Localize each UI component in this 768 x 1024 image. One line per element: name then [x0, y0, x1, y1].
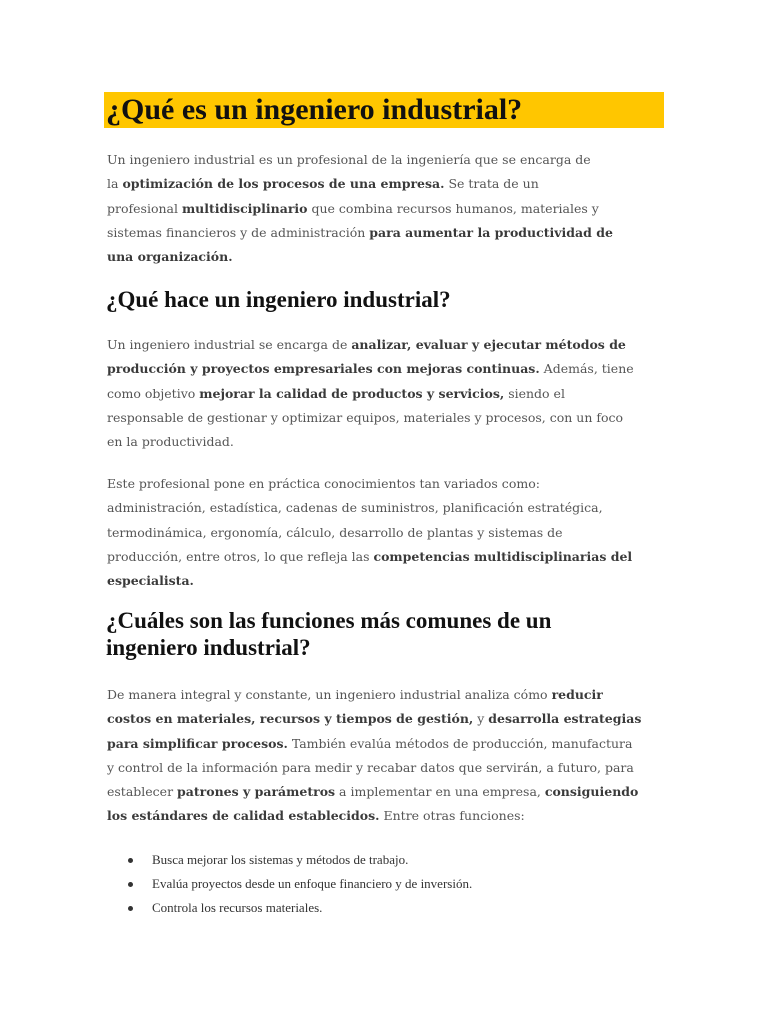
text-line: termodinámica, ergonomía, cálculo, desarrollo de plantas y sistemas de — [107, 524, 563, 540]
section-heading-functions: ¿Cuáles son las funciones más comunes de un ingeniero industrial? — [106, 608, 552, 660]
text-line: De manera integral y constante, un ingeniero industrial analiza cómo reducir — [107, 687, 603, 702]
text-line: como objetivo mejorar la calidad de productos y servicios, siendo el — [107, 385, 565, 401]
text-line: costos en materiales, recursos y tiempos de gestión, y desarrolla estrategias — [107, 711, 642, 727]
bullet-icon — [128, 906, 133, 911]
text-line: Un ingeniero industrial se encarga de analizar, evaluar y ejecutar métodos de — [107, 337, 626, 352]
text-line: Este profesional pone en práctica conocimientos tan variados como: — [107, 476, 540, 491]
knowledge-paragraph — [107, 472, 632, 593]
text-line: Un ingeniero industrial es un profesional de la ingeniería que se encarga de — [107, 152, 591, 167]
list-item: Evalúa proyectos desde un enfoque financiero y de inversión. — [126, 872, 472, 896]
list-item: Busca mejorar los sistemas y métodos de trabajo. — [126, 848, 472, 872]
text-line: administración, estadística, cadenas de suministros, planificación estratégica, — [107, 500, 603, 516]
text-line: producción, entre otros, lo que refleja las competencias multidisciplinarias del — [107, 548, 633, 564]
text-line: los estándares de calidad establecidos. Entre otras funciones: — [107, 808, 525, 824]
text-line: producción y proyectos empresariales con mejoras continuas. Además, tiene — [107, 361, 634, 377]
text-line: establecer patrones y parámetros a implementar en una empresa, consiguiendo — [107, 784, 639, 800]
bullet-icon — [128, 882, 133, 887]
section-heading-what-does: ¿Qué hace un ingeniero industrial? — [106, 287, 451, 312]
intro-paragraph — [107, 148, 613, 269]
text-line: en la productividad. — [107, 434, 234, 450]
bullet-icon — [128, 858, 133, 863]
text-line: responsable de gestionar y optimizar equipos, materiales y procesos, con un foco — [107, 409, 624, 425]
text-line: especialista. — [107, 573, 194, 589]
text-line: para simplificar procesos. También evalúa métodos de producción, manufactura — [107, 735, 633, 751]
functions-list — [126, 848, 472, 920]
page-title: ¿Qué es un ingeniero industrial? — [106, 93, 523, 126]
text-line: sistemas financieros y de administración para aumentar la productividad de — [107, 224, 613, 240]
list-item: Controla los recursos materiales. — [126, 896, 472, 920]
what-does-paragraph — [107, 333, 634, 454]
text-line: y control de la información para medir y recabar datos que servirán, a futuro, para — [107, 759, 634, 775]
text-line: una organización. — [107, 249, 233, 265]
text-line: profesional multidisciplinario que combina recursos humanos, materiales y — [107, 200, 599, 216]
text-line: la optimización de los procesos de una empresa. Se trata de un — [107, 176, 539, 192]
functions-paragraph — [107, 683, 641, 829]
